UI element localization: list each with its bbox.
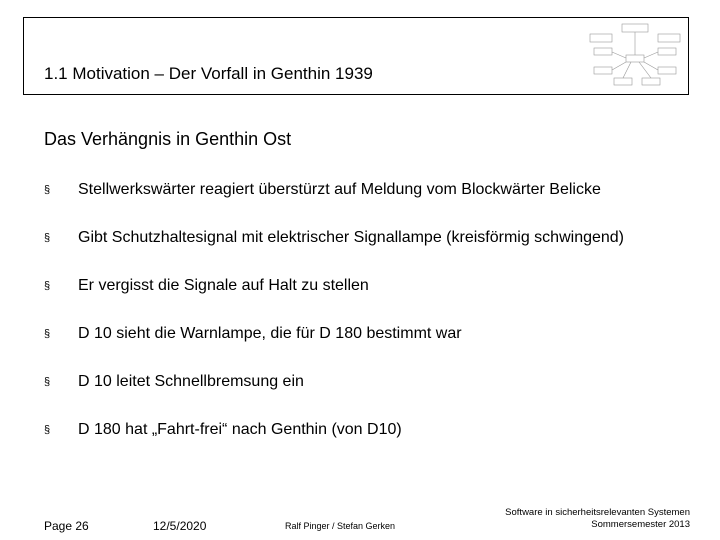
- footer-semester: Sommersemester 2013: [591, 519, 690, 530]
- footer-course-name: Software in sicherheitsrelevanten Systemen: [505, 507, 690, 518]
- bullet-marker: §: [44, 328, 51, 340]
- bullet-text: Stellwerkswärter reagiert überstürzt auf Meldung vom Blockwärter Belicke: [78, 181, 601, 198]
- slide-title: 1.1 Motivation – Der Vorfall in Genthin 1939: [44, 64, 373, 83]
- bullet-text: D 10 leitet Schnellbremsung ein: [78, 373, 304, 390]
- bullet-marker: §: [44, 376, 51, 388]
- footer-authors: Ralf Pinger / Stefan Gerken: [285, 521, 396, 531]
- bullet-item: [44, 322, 684, 346]
- bullet-marker: §: [44, 280, 51, 292]
- bullet-marker: §: [44, 184, 51, 196]
- bullet-marker: §: [44, 232, 51, 244]
- bullet-item: [44, 418, 684, 442]
- bullet-marker: §: [44, 424, 51, 436]
- process-diagram-thumbnail: [586, 22, 684, 90]
- bullet-item: [44, 274, 684, 298]
- bullet-item: [44, 370, 684, 394]
- bullet-list: [44, 178, 684, 442]
- bullet-item: [44, 178, 684, 202]
- title-box: [23, 17, 689, 95]
- footer-course-info: [505, 507, 690, 531]
- slide-subtitle: Das Verhängnis in Genthin Ost: [44, 129, 292, 149]
- footer-page-number: Page 26: [44, 519, 89, 533]
- bullet-text: D 180 hat „Fahrt-frei“ nach Genthin (von D10): [78, 421, 402, 438]
- bullet-text: Er vergisst die Signale auf Halt zu stellen: [78, 277, 369, 294]
- footer-date: 12/5/2020: [153, 519, 207, 533]
- bullet-text: Gibt Schutzhaltesignal mit elektrischer Signallampe (kreisförmig schwingend): [78, 229, 625, 246]
- bullet-item: [44, 226, 638, 250]
- bullet-text: D 10 sieht die Warnlampe, die für D 180 bestimmt war: [78, 325, 462, 342]
